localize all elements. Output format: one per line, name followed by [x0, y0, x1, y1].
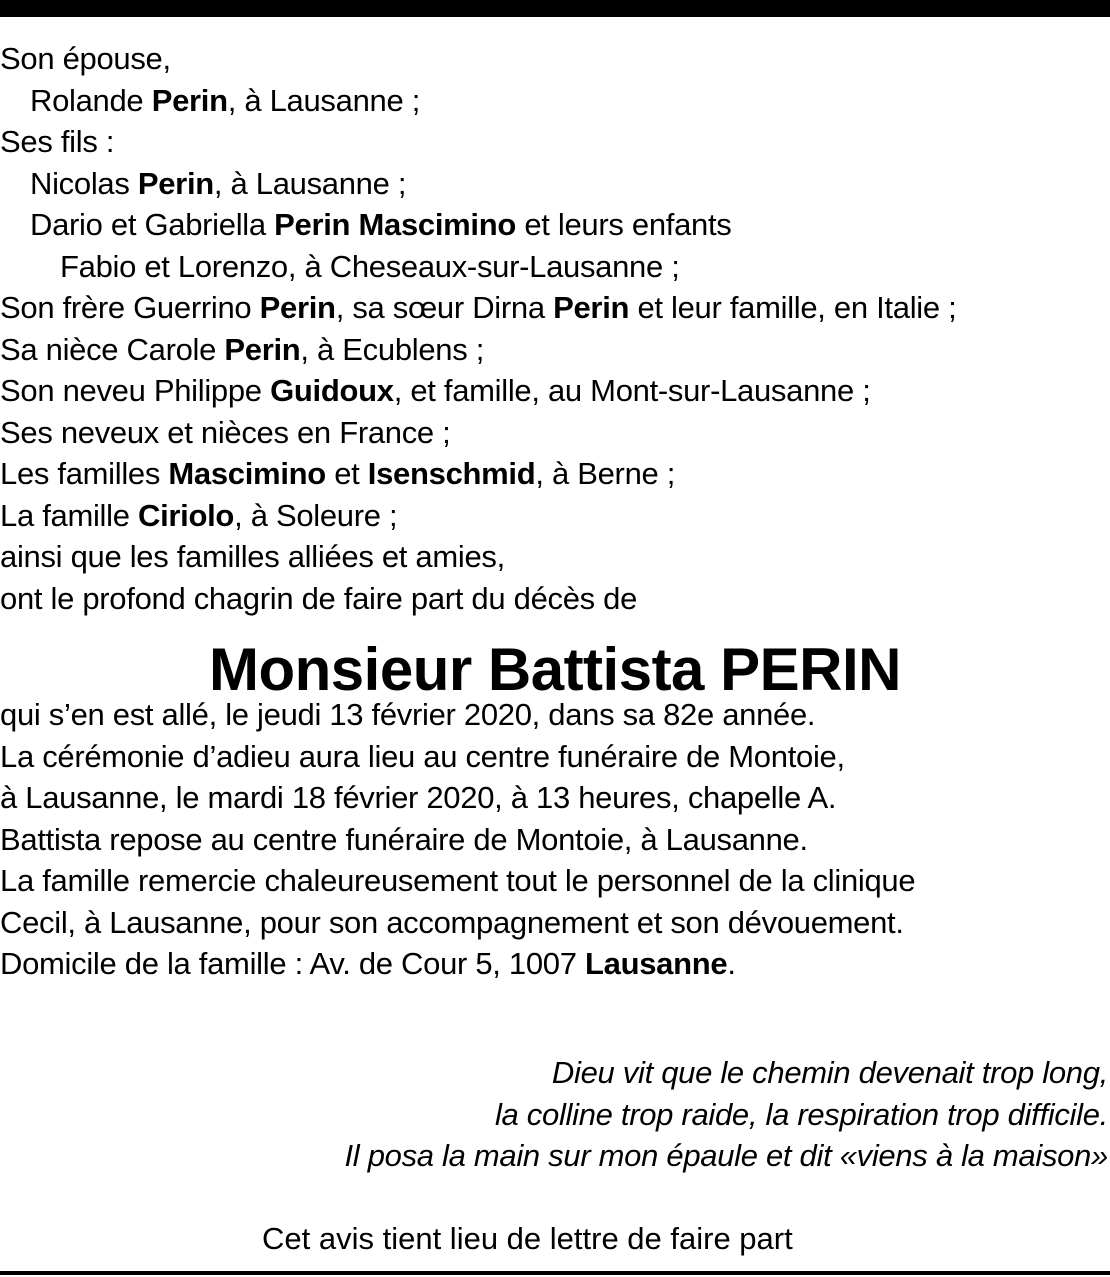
family-line: La famille Ciriolo, à Soleure ;	[0, 497, 398, 533]
detail-line: Domicile de la famille : Av. de Cour 5, 1007 Lausanne.	[0, 946, 736, 981]
detail-line: La famille remercie chaleureusement tout le personnel de la clinique	[0, 863, 916, 898]
family-line: Dario et Gabriella Perin Mascimino et leurs enfants	[30, 207, 732, 242]
family-line: Les familles Mascimino et Isenschmid, à Berne ;	[0, 456, 676, 491]
family-line: Ses neveux et nièces en France ;	[0, 414, 451, 450]
family-line: Son épouse,	[0, 41, 171, 76]
family-line: ont le profond chagrin de faire part du décès de	[0, 580, 638, 616]
poem	[344, 1052, 1108, 1177]
family-line: Sa nièce Carole Perin, à Ecublens ;	[0, 331, 485, 367]
bottom-border-rule	[0, 1271, 1110, 1275]
family-line: Ses fils :	[0, 124, 115, 159]
detail-line: Cecil, à Lausanne, pour son accompagnement et son dévouement.	[0, 904, 904, 940]
family-line: ainsi que les familles alliées et amies,	[0, 539, 505, 574]
family-list	[0, 38, 1110, 619]
detail-line: à Lausanne, le mardi 18 février 2020, à 13 heures, chapelle A.	[0, 780, 837, 815]
poem-line: Dieu vit que le chemin devenait trop long,	[551, 1055, 1108, 1090]
poem-line: Il posa la main sur mon épaule et dit «viens à la maison»	[344, 1138, 1108, 1173]
top-border-rule	[0, 0, 1110, 17]
family-line: Rolande Perin, à Lausanne ;	[30, 82, 421, 118]
detail-line: La cérémonie d’adieu aura lieu au centre funéraire de Montoie,	[0, 738, 845, 774]
ceremony-details	[0, 694, 1110, 985]
family-line: Nicolas Perin, à Lausanne ;	[30, 165, 407, 201]
family-line: Fabio et Lorenzo, à Cheseaux-sur-Lausanne ;	[60, 248, 680, 284]
family-line: Son frère Guerrino Perin, sa sœur Dirna Perin et leur famille, en Italie ;	[0, 290, 957, 325]
deceased-name: Monsieur Battista PERIN	[209, 636, 901, 703]
detail-line: Battista repose au centre funéraire de Montoie, à Lausanne.	[0, 821, 808, 857]
footer-note: Cet avis tient lieu de lettre de faire part	[262, 1221, 793, 1256]
detail-line: qui s’en est allé, le jeudi 13 février 2020, dans sa 82e année.	[0, 697, 816, 732]
family-line: Son neveu Philippe Guidoux, et famille, au Mont-sur-Lausanne ;	[0, 373, 871, 408]
poem-line: la colline trop raide, la respiration trop difficile.	[494, 1096, 1108, 1132]
